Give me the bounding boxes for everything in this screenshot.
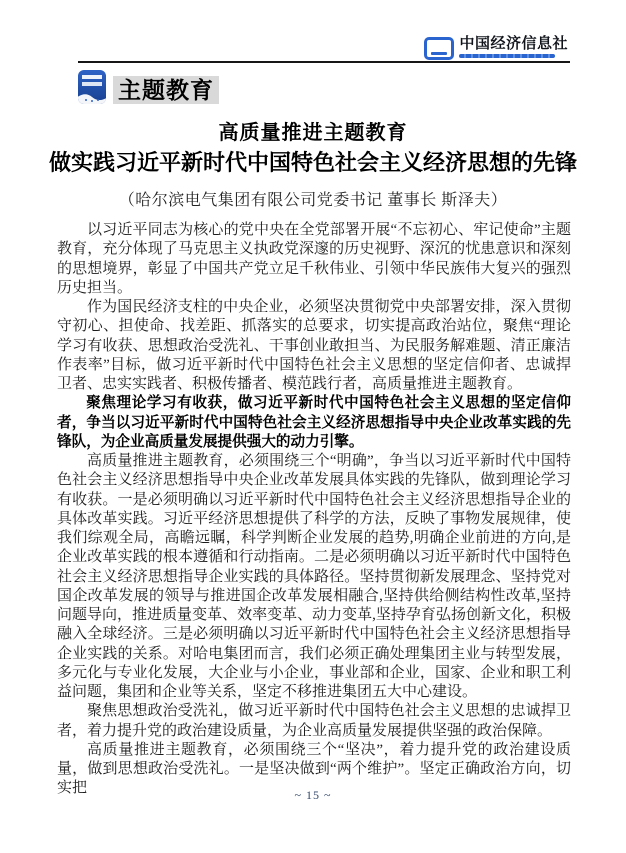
article-body [57, 221, 571, 799]
byline: （哈尔滨电气集团有限公司党委书记 董事长 斯泽夫） [118, 192, 508, 209]
brand-text-block [459, 36, 568, 58]
paragraph-emphasis: 聚焦理论学习有收获，做习近平新时代中国特色社会主义思想的坚定信仰者，争当以习近平新时代中国特色社会主义经济思想指导中央企业改革实践的先锋队，为企业高质量发展提供强大的动力引擎。 [57, 395, 571, 450]
header-brand [424, 36, 568, 60]
page-number: ~ 15 ~ [294, 788, 332, 802]
brand-subtitle-strip [459, 54, 555, 58]
paragraph: 高质量推进主题教育，必须围绕三个“明确”，争当以习近平新时代中国特色社会主义经济思想指导中央企业改革发展具体实践的先锋队，做到理论学习有收获。一是必须明确以习近平新时代中国特色社会主义经济思想指导企业的具体改革实践。习近平经济思想提供了科学的方法，反映了事物发展规律，使我们综观全局，高瞻远瞩，科学判断企业发展的趋势,明确企业前进的方向,是企业改革实践的根本遵循和行动指南。二是必须明确以习近平新时代中国特色社会主义经济思想指导企业实践的具体路径。坚持贯彻新发展理念、坚持党对国企改革发展的领导与推进国企改革发展相融合,坚持供给侧结构性改革,坚持问题导向，推进质量变革、效率变革、动力变革,坚持孕育弘扬创新文化，积极融入全球经济。三是必须明确以习近平新时代中国特色社会主义经济思想指导企业实践的关系。对哈电集团而言，我们必须正确处理集团主业与转型发展，多元化与专业化发展，大企业与小企业，事业部和企业，国家、企业和职工利益问题，集团和企业等关系，坚定不移推进集团五大中心建设。 [57, 453, 571, 700]
header-divider [78, 61, 570, 63]
section-badge-label: 主题教育 [113, 76, 219, 104]
monitor-logo-icon [424, 37, 454, 60]
paragraph: 聚焦思想政治受洗礼，做习近平新时代中国特色社会主义思想的忠诚捍卫者，着力提升党的政治建设质量，为企业高质量发展提供坚强的政治保障。 [57, 703, 571, 739]
ceis-app-icon [78, 70, 106, 104]
section-badge [78, 70, 219, 104]
main-title: 做实践习近平新时代中国特色社会主义经济思想的先锋 [48, 150, 577, 175]
kicker-title: 高质量推进主题教育 [218, 122, 408, 144]
paragraph: 以习近平同志为核心的党中央在全党部署开展“不忘初心、牢记使命”主题教育，充分体现了马克思主义执政党深邃的历史视野、深沉的忧患意识和深刻的思想境界，彰显了中国共产党立足千秋伟业、引领中华民族伟大复兴的强烈历史担当。 [57, 222, 571, 296]
paragraph: 作为国民经济支柱的中央企业，必须坚决贯彻党中央部署安排，深入贯彻守初心、担使命、找差距、抓落实的总要求，切实提高政治站位，聚焦“理论学习有收获、思想政治受洗礼、干事创业敢担当、为民服务解难题、清正廉洁作表率”目标，做习近平新时代中国特色社会主义思想的坚定信仰者、忠诚捍卫者、忠实实践者、积极传播者、模范践行者，高质量推进主题教育。 [57, 299, 571, 392]
paragraph: 高质量推进主题教育，必须围绕三个“坚决”，着力提升党的政治建设质量，做到思想政治受洗礼。一是坚决做到“两个维护”。坚定正确政治方向，切实把 [57, 741, 571, 797]
brand-name: 中国经济信息社 [459, 35, 568, 52]
